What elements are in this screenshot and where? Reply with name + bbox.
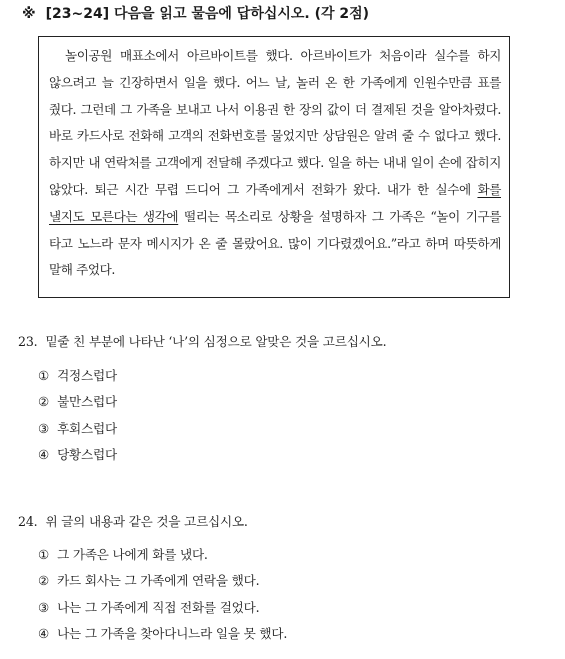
option-3[interactable] xyxy=(38,595,538,621)
option-number: ② xyxy=(38,394,50,410)
option-text: 카드 회사는 그 가족에게 연락을 했다. xyxy=(57,573,260,589)
option-text: 불만스럽다 xyxy=(57,394,117,410)
option-4[interactable] xyxy=(38,621,538,647)
option-3[interactable] xyxy=(38,416,538,442)
question-23 xyxy=(18,332,558,352)
section-heading xyxy=(22,4,552,24)
question-number: 24. xyxy=(18,514,38,529)
option-number: ④ xyxy=(38,446,50,462)
question-text: 위 글의 내용과 같은 것을 고르십시오. xyxy=(45,514,248,529)
option-1[interactable] xyxy=(38,363,538,389)
passage-text-after: 떨리는 목소리로 상황을 설명하자 그 가족은 “놀이 기구를 타고 노느라 문자 메시지가 온 줄 몰랐어요. 많이 기다렸겠어요.”라고 하며 따뜻하게 말해 주었다. xyxy=(49,208,501,278)
option-number: ③ xyxy=(38,599,50,615)
section-instruction: [23~24] 다음을 읽고 물음에 답하십시오. (각 2점) xyxy=(45,6,370,22)
question-number: 23. xyxy=(18,334,38,349)
option-2[interactable] xyxy=(38,389,538,415)
option-number: ① xyxy=(38,547,50,562)
option-4[interactable] xyxy=(38,442,538,468)
option-text: 당황스럽다 xyxy=(57,446,117,462)
option-text: 나는 그 가족에게 직접 전화를 걸었다. xyxy=(57,599,260,615)
option-number: ③ xyxy=(38,420,50,436)
option-2[interactable] xyxy=(38,568,538,594)
option-number: ④ xyxy=(38,625,50,641)
question-23-options xyxy=(38,363,538,468)
reference-mark: ※ xyxy=(22,6,36,22)
passage-underlined-phrase: 화를 낼지도 모른다는 생각에 xyxy=(49,181,501,224)
option-text: 걱정스럽다 xyxy=(57,368,117,383)
option-text: 나는 그 가족을 찾아다니느라 일을 못 했다. xyxy=(57,625,288,641)
passage-text-before: 놀이공원 매표소에서 아르바이트를 했다. 아르바이트가 처음이라 실수를 하지 않으려고 늘 긴장하면서 일을 했다. 어느 날, 놀러 온 한 가족에게 인원수만큼 표를 줬다. 그런데 그 가족을 보내고 나서 이용권 한 장의 값이 더 결제된 것을 알아차렸다. 바로 카드사로 전화해 고객의 전화번호를 물었지만 상담원은 알려 줄 수 없다고 했다. 하지만 내 연락처를 고객에게 전달해 주겠다고 했다. 일을 하는 내내 일이 손에 잡히지 않았다. 퇴근 시간 무렵 드디어 그 가족에게서 전화가 왔다. 내가 한 실수에 xyxy=(49,48,501,197)
question-text: 밑줄 친 부분에 나타난 ‘나’의 심정으로 알맞은 것을 고르십시오. xyxy=(45,334,387,349)
option-text: 그 가족은 나에게 화를 냈다. xyxy=(57,547,208,562)
question-24-options xyxy=(38,542,538,647)
question-24 xyxy=(18,512,558,532)
option-1[interactable] xyxy=(38,542,538,568)
option-text: 후회스럽다 xyxy=(57,420,117,436)
option-number: ① xyxy=(38,368,50,383)
reading-passage xyxy=(49,43,501,284)
reading-passage-box xyxy=(38,36,510,298)
option-number: ② xyxy=(38,573,50,589)
